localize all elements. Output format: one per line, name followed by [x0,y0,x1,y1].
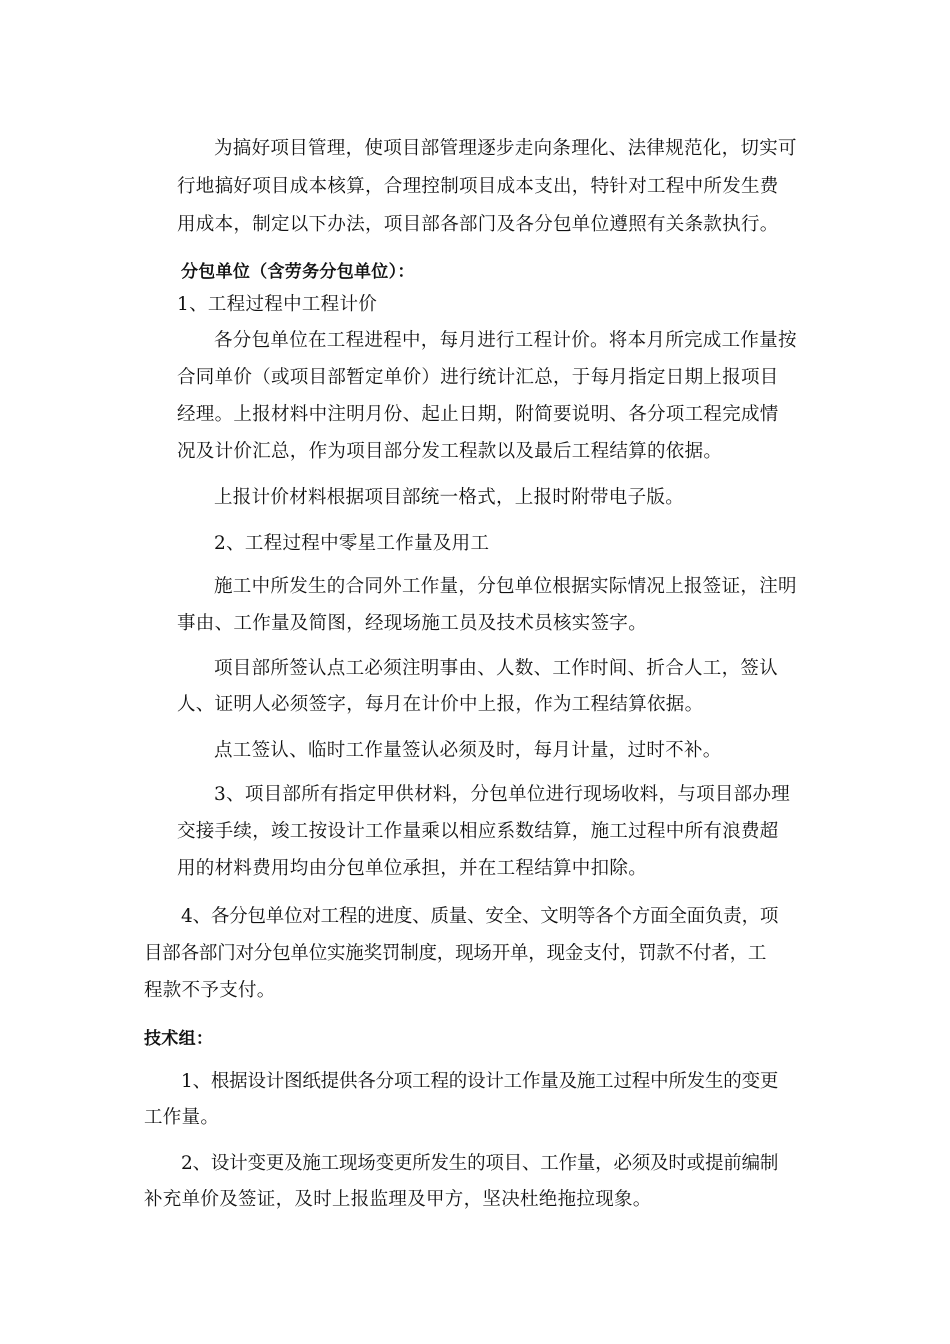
item2-para1-line-2: 事由、工作量及简图，经现场施工员及技术员核实签字。 [177,613,648,634]
item2-para2-line-2: 人、证明人必须签字，每月在计价中上报，作为工程结算依据。 [177,694,704,715]
item1-para1-line-3: 经理。上报材料中注明月份、起止日期，附简要说明、各分项工程完成情 [177,404,779,425]
item1-para1-line-1: 各分包单位在工程进程中，每月进行工程计价。将本月所完成工作量按 [214,330,797,351]
tech-item1-line-1: 1、根据设计图纸提供各分项工程的设计工作量及施工过程中所发生的变更 [181,1071,779,1092]
item3-line-2: 交接手续，竣工按设计工作量乘以相应系数结算，施工过程中所有浪费超 [177,821,779,842]
item4-line-1: 4、各分包单位对工程的进度、质量、安全、文明等各个方面全面负责，项 [181,906,779,927]
tech-item1-line-2: 工作量。 [144,1107,220,1128]
tech-item2-line-2: 补充单价及签证，及时上报监理及甲方，坚决杜绝拖拉现象。 [144,1189,652,1210]
item4-line-3: 程款不予支付。 [144,980,276,1001]
tech-heading: 技术组： [144,1029,214,1049]
item1-para1-line-2: 合同单价（或项目部暂定单价）进行统计汇总，于每月指定日期上报项目 [177,367,779,388]
intro-line-2: 行地搞好项目成本核算，合理控制项目成本支出，特针对工程中所发生费 [177,176,779,197]
item3-line-3: 用的材料费用均由分包单位承担，并在工程结算中扣除。 [177,858,648,879]
item2-title: 2、工程过程中零星工作量及用工 [214,533,490,554]
item2-para3: 点工签认、临时工作量签认必须及时，每月计量，过时不补。 [214,740,722,761]
item1-title: 1、工程过程中工程计价 [177,294,378,315]
intro-line-1: 为搞好项目管理，使项目部管理逐步走向条理化、法律规范化，切实可 [214,138,797,159]
item3-line-1: 3、项目部所有指定甲供材料，分包单位进行现场收料，与项目部办理 [214,784,791,805]
item1-para1-line-4: 况及计价汇总，作为项目部分发工程款以及最后工程结算的依据。 [177,441,723,462]
tech-item2-line-1: 2、设计变更及施工现场变更所发生的项目、工作量，必须及时或提前编制 [181,1153,779,1174]
intro-line-3: 用成本，制定以下办法，项目部各部门及各分包单位遵照有关条款执行。 [177,214,779,235]
item1-para2: 上报计价材料根据项目部统一格式，上报时附带电子版。 [214,487,685,508]
subcontract-heading: 分包单位（含劳务分包单位）： [181,262,415,282]
item2-para2-line-1: 项目部所签认点工必须注明事由、人数、工作时间、折合人工，签认 [214,658,779,679]
item4-line-2: 目部各部门对分包单位实施奖罚制度，现场开单，现金支付，罚款不付者，工 [144,943,767,964]
item2-para1-line-1: 施工中所发生的合同外工作量，分包单位根据实际情况上报签证，注明 [214,576,797,597]
